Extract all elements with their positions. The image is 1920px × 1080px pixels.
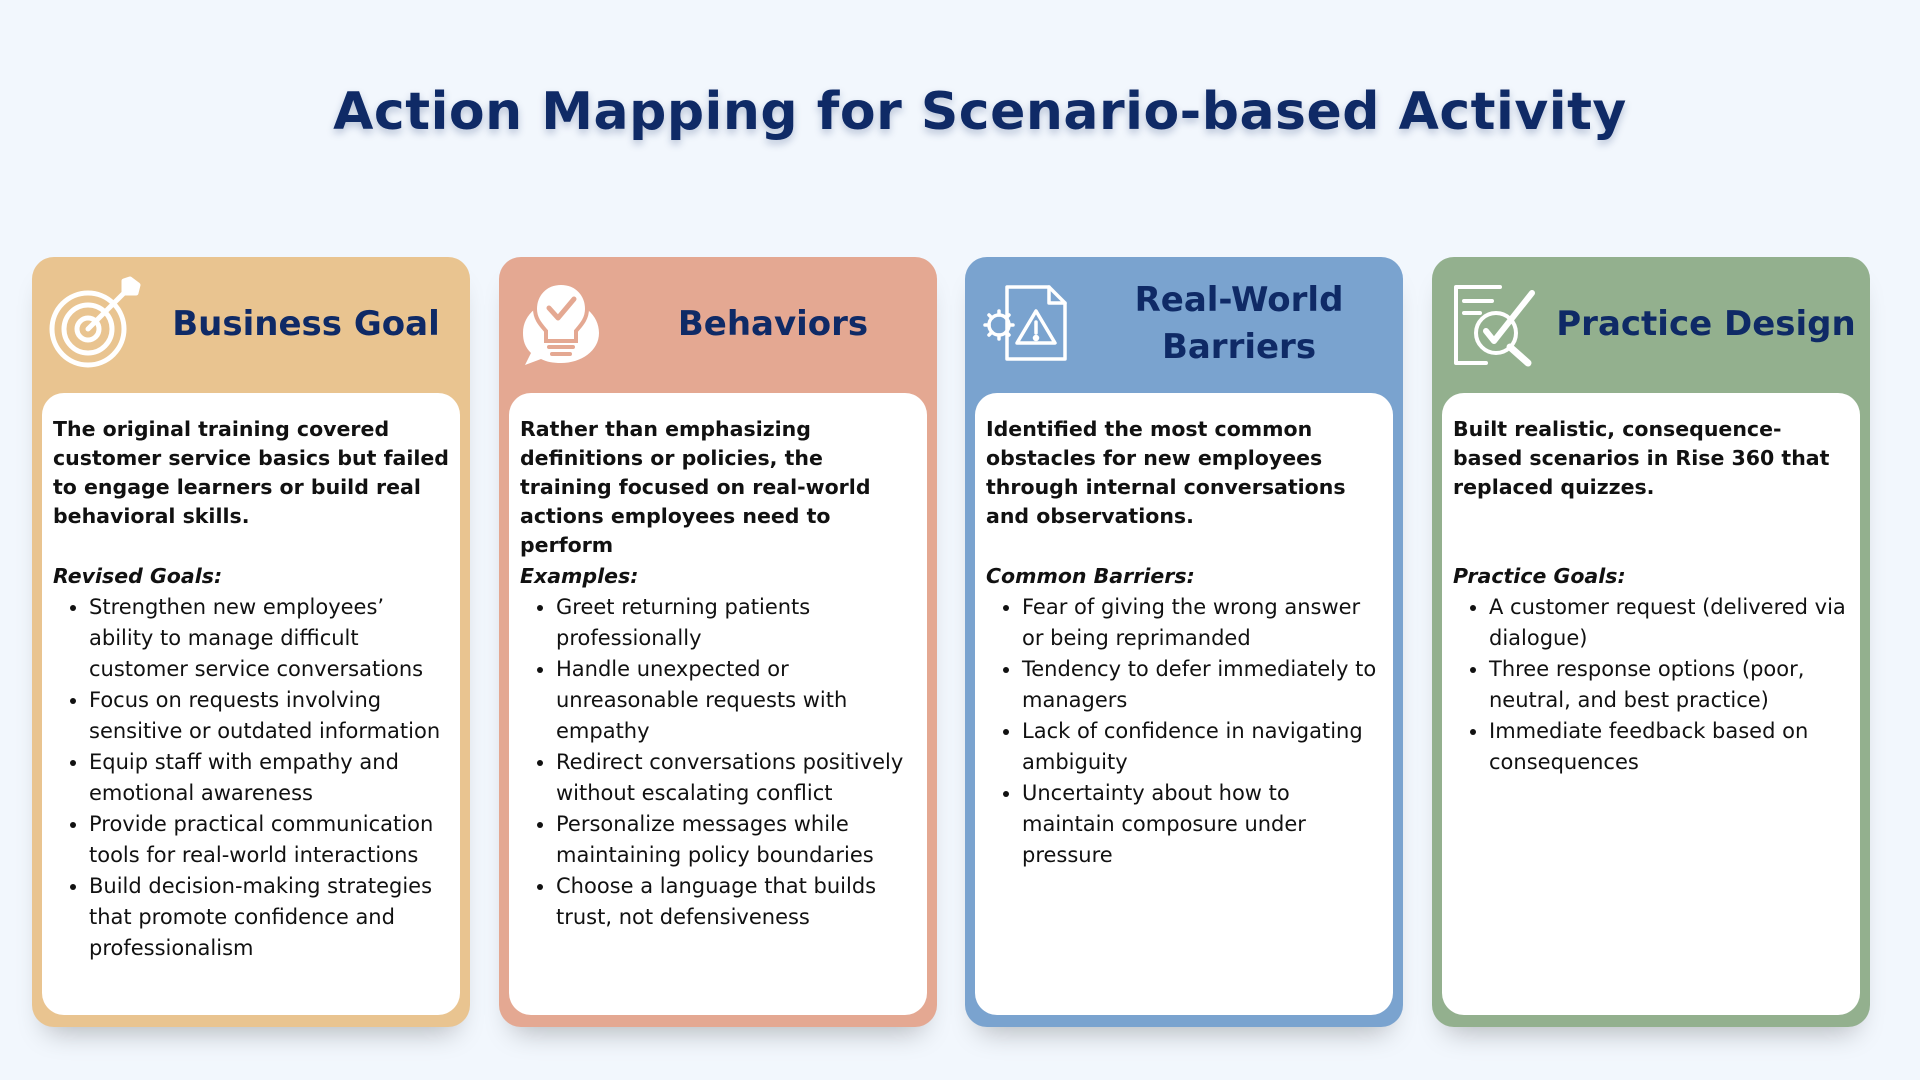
lightbulb-check-icon xyxy=(513,275,609,371)
card-summary: Identified the most common obstacles for new employees through internal conversations and observations. xyxy=(986,417,1346,528)
card-header xyxy=(32,257,470,391)
list-label: Practice Goals: xyxy=(1453,564,1626,588)
bullet-list xyxy=(1453,592,1850,778)
card-summary: The original training covered customer service basics but failed to engage learners or build real behavioral skills. xyxy=(53,417,449,528)
list-item: • Personalize messages while maintaining policy boundaries xyxy=(556,809,917,871)
bullet-list xyxy=(520,592,917,933)
list-item: • Provide practical communication tools for real-world interactions xyxy=(89,809,450,871)
list-item: • Lack of confidence in navigating ambiguity xyxy=(1022,716,1383,778)
card-summary: Rather than emphasizing definitions or policies, the training focused on real-world actions employees need to perform xyxy=(520,417,871,557)
cards-row xyxy=(32,257,1882,1027)
page-title: Action Mapping for Scenario-based Activity xyxy=(333,82,1627,142)
list-item: • Tendency to defer immediately to managers xyxy=(1022,654,1383,716)
list-item: • A customer request (delivered via dialogue) xyxy=(1489,592,1850,654)
list-item: • Uncertainty about how to maintain composure under pressure xyxy=(1022,778,1383,871)
list-item: • Immediate feedback based on consequences xyxy=(1489,716,1850,778)
list-label: Revised Goals: xyxy=(53,564,223,588)
card-header xyxy=(499,257,937,391)
card-business-goal xyxy=(32,257,470,1027)
list-label: Examples: xyxy=(520,564,639,588)
card-body xyxy=(1442,393,1860,1015)
bullet-list xyxy=(986,592,1383,871)
card-header xyxy=(1432,257,1870,391)
card-body xyxy=(975,393,1393,1015)
card-title: Business Goal xyxy=(172,303,440,344)
card-summary: Built realistic, consequence-based scenarios in Rise 360 that replaced quizzes. xyxy=(1453,417,1830,499)
card-body xyxy=(509,393,927,1015)
list-item: • Fear of giving the wrong answer or being reprimanded xyxy=(1022,592,1383,654)
list-item: • Focus on requests involving sensitive or outdated information xyxy=(89,685,450,747)
list-item: • Choose a language that builds trust, not defensiveness xyxy=(556,871,917,933)
list-item: • Handle unexpected or unreasonable requests with empathy xyxy=(556,654,917,747)
list-item: • Three response options (poor, neutral, and best practice) xyxy=(1489,654,1850,716)
document-warning-icon xyxy=(979,275,1075,371)
list-item: • Greet returning patients professionally xyxy=(556,592,917,654)
card-title: Behaviors xyxy=(677,303,869,344)
card-real-world-barriers xyxy=(965,257,1403,1027)
list-label: Common Barriers: xyxy=(986,564,1195,588)
bullet-list xyxy=(53,592,450,964)
card-title: Real-World Barriers xyxy=(1134,280,1344,367)
list-item: • Strengthen new employees’ ability to manage difficult customer service conversations xyxy=(89,592,450,685)
list-item: • Equip staff with empathy and emotional awareness xyxy=(89,747,450,809)
card-title: Practice Design xyxy=(1556,303,1856,344)
list-item: • Build decision-making strategies that promote confidence and professionalism xyxy=(89,871,450,964)
target-arrow-icon xyxy=(46,275,142,371)
card-practice-design xyxy=(1432,257,1870,1027)
card-header xyxy=(965,257,1403,391)
card-behaviors xyxy=(499,257,937,1027)
card-body xyxy=(42,393,460,1015)
document-check-search-icon xyxy=(1446,275,1542,371)
list-item: • Redirect conversations positively without escalating conflict xyxy=(556,747,917,809)
